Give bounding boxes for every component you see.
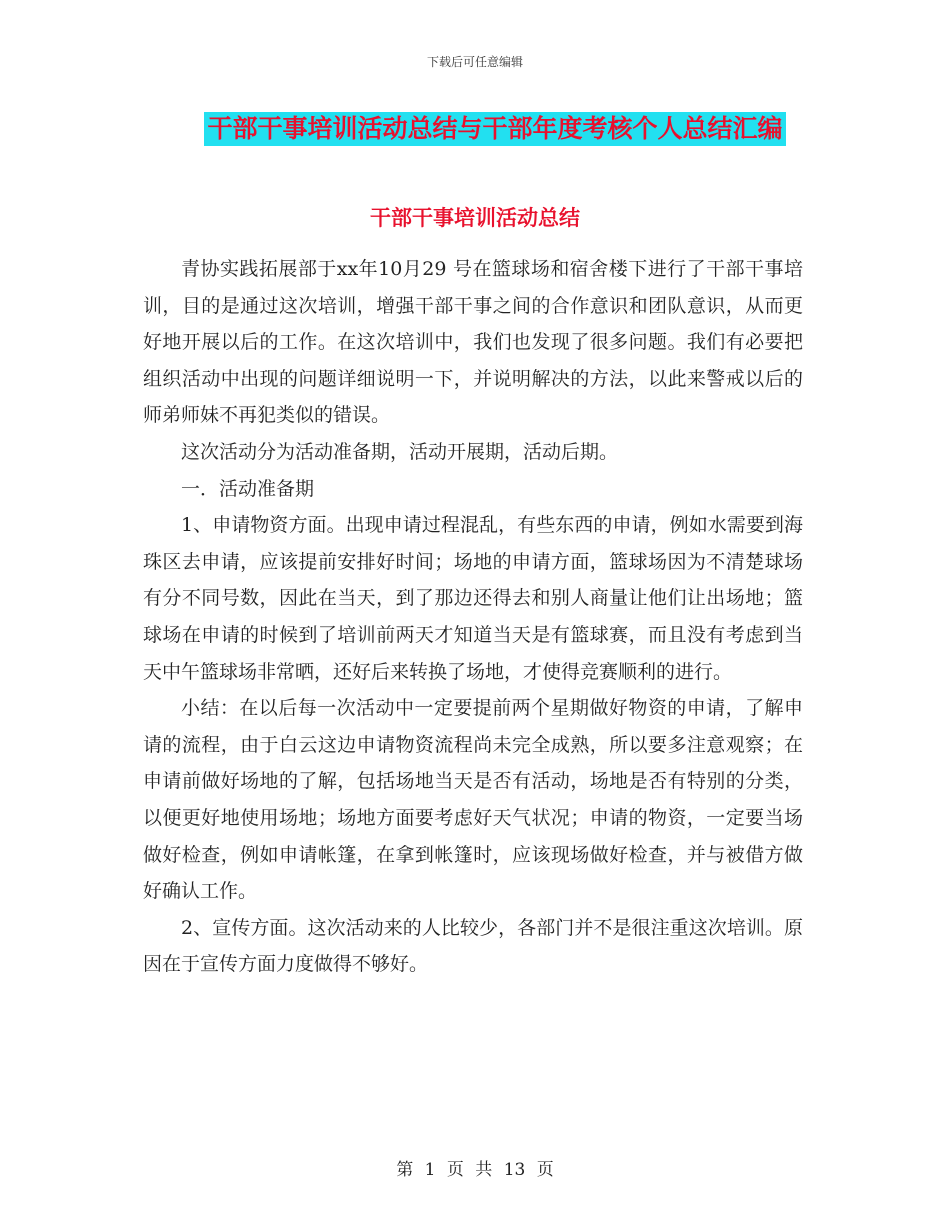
section-title: 干部干事培训活动总结: [370, 206, 580, 230]
page-footer: 第 1 页 共 13 页: [396, 1160, 554, 1180]
heading-preparation-phase: 一．活动准备期: [181, 477, 315, 500]
paragraph-phases: 这次活动分为活动准备期，活动开展期，活动后期。: [181, 440, 619, 463]
paragraph-publicity: 2、宣传方面。这次活动来的人比较少，各部门并不是很注重这次培训。原因在于宣传方面力度做得不够好。: [143, 916, 803, 976]
document-title: 干部干事培训活动总结与干部年度考核个人总结汇编: [204, 112, 785, 146]
paragraph-supplies: 1、申请物资方面。出现申请过程混乱，有些东西的申请，例如水需要到海珠区去申请，应该提前安排好时间；场地的申请方面，篮球场因为不清楚球场有分不同号数，因此在当天，到了那边还得去和别人商量让他们让出场地；篮球场在申请的时候到了培训前两天才知道当天是有篮球赛，而且没有考虑到当天中午篮球场非常晒，还好后来转换了场地，才使得竞赛顺利的进行。: [143, 514, 803, 683]
main-title-container: [0, 112, 950, 146]
header-note: 下载后可任意编辑: [426, 55, 523, 69]
document-body: [143, 251, 803, 983]
paragraph-summary: 小结：在以后每一次活动中一定要提前两个星期做好物资的申请，了解申请的流程，由于白云这边申请物资流程尚未完全成熟，所以要多注意观察；在申请前做好场地的了解，包括场地当天是否有活动，场地是否有特别的分类，以便更好地使用场地；场地方面要考虑好天气状况；申请的物资，一定要当场做好检查，例如申请帐篷，在拿到帐篷时，应该现场做好检查，并与被借方做好确认工作。: [143, 697, 803, 903]
paragraph-intro: 青协实践拓展部于xx年10月29 号在篮球场和宿舍楼下进行了干部干事培训，目的是通过这次培训，增强干部干事之间的合作意识和团队意识，从而更好地开展以后的工作。在这次培训中，我们也发现了很多问题。我们有必要把组织活动中出现的问题详细说明一下，并说明解决的方法，以此来警戒以后的师弟师妹不再犯类似的错误。: [143, 258, 803, 427]
